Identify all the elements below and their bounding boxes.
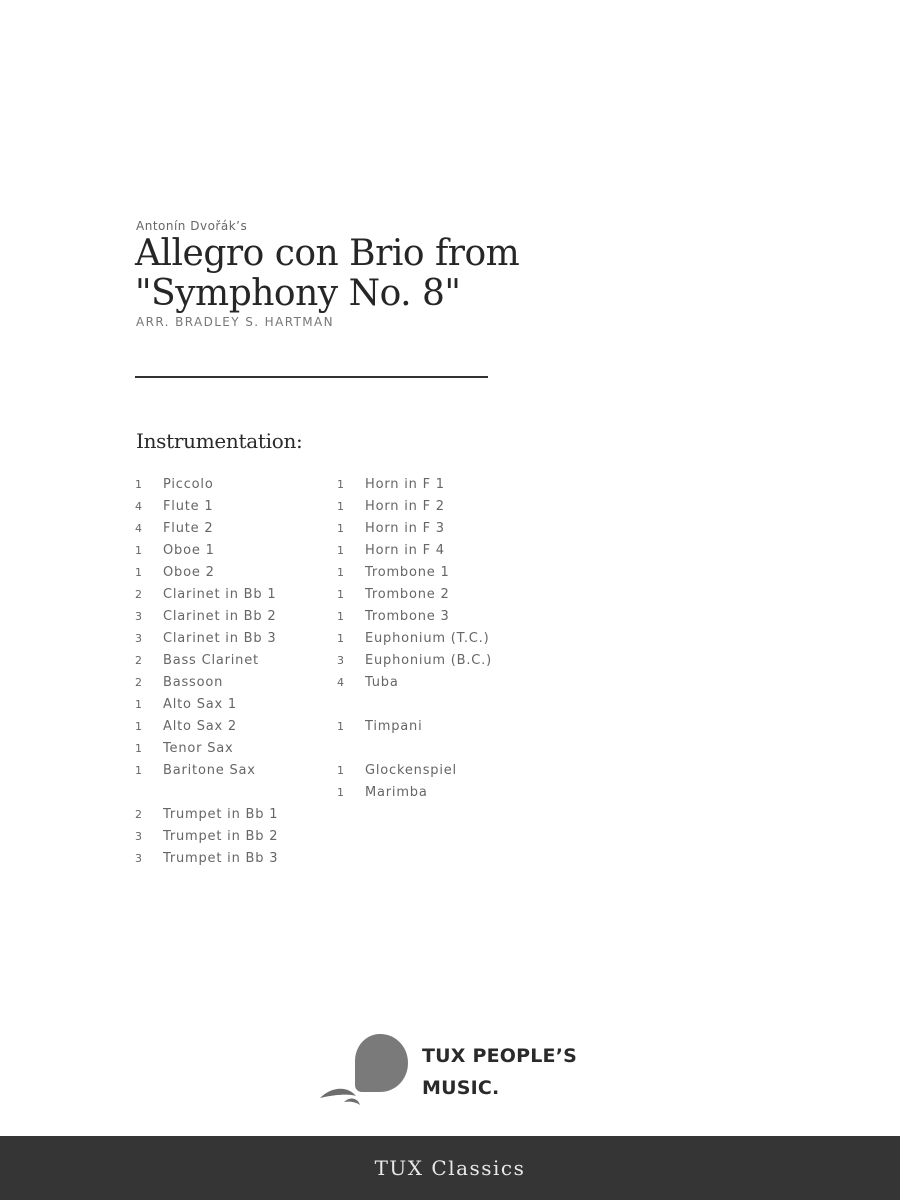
instrument-quantity: 1 [337, 522, 345, 535]
instrument-list-right [337, 474, 492, 804]
instrument-name: Bass Clarinet [163, 653, 259, 668]
instrument-row [135, 716, 278, 738]
instrument-name: Trumpet in Bb 3 [163, 851, 279, 866]
instrument-row [135, 562, 278, 584]
instrument-row [337, 738, 492, 760]
instrument-row [337, 540, 492, 562]
instrument-quantity: 1 [135, 478, 143, 491]
instrument-row [135, 804, 278, 826]
instrument-row [337, 496, 492, 518]
instrument-quantity: 1 [135, 742, 143, 755]
instrument-row [135, 826, 278, 848]
instrument-quantity: 1 [135, 544, 143, 557]
title-line-1: Allegro con Brio from [135, 233, 520, 274]
instrument-row [337, 760, 492, 782]
instrument-name: Marimba [365, 785, 428, 800]
instrument-quantity: 1 [337, 500, 345, 513]
instrument-name: Timpani [365, 719, 423, 734]
arranger-credit: ARR. BRADLEY S. HARTMAN [136, 315, 335, 329]
logo-line-1: TUX PEOPLE’S [422, 1045, 578, 1067]
instrument-name: Horn in F 2 [365, 499, 445, 514]
instrument-name: Horn in F 3 [365, 521, 445, 536]
instrument-quantity: 1 [337, 566, 345, 579]
instrument-name: Baritone Sax [163, 763, 256, 778]
instrument-name: Oboe 2 [163, 565, 215, 580]
instrument-quantity: 2 [135, 808, 143, 821]
title-line-2: "Symphony No. 8" [135, 273, 461, 314]
instrument-row [135, 672, 278, 694]
instrument-name: Trumpet in Bb 1 [163, 807, 279, 822]
instrument-row [135, 650, 278, 672]
speech-bubble-icon [320, 1030, 412, 1110]
instrument-row [135, 694, 278, 716]
instrument-name: Alto Sax 2 [163, 719, 238, 734]
instrument-quantity: 4 [337, 676, 345, 689]
instrument-name: Alto Sax 1 [163, 697, 238, 712]
instrument-row [135, 782, 278, 804]
instrument-quantity: 1 [135, 566, 143, 579]
instrument-quantity [337, 738, 365, 760]
instrument-name: Tuba [365, 675, 399, 690]
instrument-row [135, 540, 278, 562]
instrument-quantity: 1 [135, 720, 143, 733]
instrument-name: Euphonium (T.C.) [365, 631, 490, 646]
instrument-quantity: 3 [337, 654, 345, 667]
instrument-row [337, 672, 492, 694]
instrument-name: Oboe 1 [163, 543, 215, 558]
instrument-quantity: 1 [337, 588, 345, 601]
instrument-quantity: 3 [135, 852, 143, 865]
instrument-name: Horn in F 4 [365, 543, 445, 558]
composer-credit: Antonín Dvořák’s [136, 219, 248, 233]
footer-text: TUX Classics [374, 1156, 526, 1180]
instrument-row [135, 760, 278, 782]
instrument-row [337, 694, 492, 716]
instrument-quantity: 2 [135, 676, 143, 689]
instrument-row [337, 716, 492, 738]
instrument-name: Flute 1 [163, 499, 214, 514]
instrumentation-heading: Instrumentation: [136, 429, 303, 453]
instrument-row [135, 606, 278, 628]
instrument-quantity: 3 [135, 632, 143, 645]
instrument-name: Clarinet in Bb 3 [163, 631, 277, 646]
divider-rule [135, 376, 488, 378]
footer-bar [0, 1136, 900, 1200]
instrument-name: Piccolo [163, 477, 214, 492]
instrument-quantity: 1 [337, 610, 345, 623]
instrument-name: Glockenspiel [365, 763, 457, 778]
instrument-quantity: 1 [337, 632, 345, 645]
instrument-quantity: 1 [135, 764, 143, 777]
instrument-row [135, 848, 278, 870]
instrument-row [337, 782, 492, 804]
instrument-quantity [337, 694, 365, 716]
instrument-row [135, 584, 278, 606]
instrument-row [135, 518, 278, 540]
instrument-name: Horn in F 1 [365, 477, 445, 492]
instrument-quantity: 3 [135, 610, 143, 623]
instrument-row [135, 738, 278, 760]
instrument-quantity: 1 [337, 786, 345, 799]
instrument-row [337, 628, 492, 650]
instrument-quantity: 3 [135, 830, 143, 843]
instrument-quantity: 1 [337, 478, 345, 491]
instrument-row [337, 474, 492, 496]
instrument-quantity: 4 [135, 522, 143, 535]
instrument-row [337, 584, 492, 606]
instrument-name: Euphonium (B.C.) [365, 653, 492, 668]
instrument-row [337, 650, 492, 672]
page-title [135, 234, 695, 314]
publisher-logo-text [422, 1040, 577, 1104]
instrument-row [337, 562, 492, 584]
instrument-quantity: 2 [135, 588, 143, 601]
instrument-name: Clarinet in Bb 2 [163, 609, 277, 624]
instrument-name: Trumpet in Bb 2 [163, 829, 279, 844]
instrument-quantity: 2 [135, 654, 143, 667]
instrument-name: Trombone 3 [365, 609, 450, 624]
instrument-row [337, 518, 492, 540]
instrument-name: Trombone 2 [365, 587, 450, 602]
instrument-quantity [135, 782, 163, 804]
publisher-logo [320, 1030, 577, 1110]
instrument-row [337, 606, 492, 628]
instrument-quantity: 4 [135, 500, 143, 513]
instrument-quantity: 1 [135, 698, 143, 711]
instrument-row [135, 474, 278, 496]
instrument-list-left [135, 474, 278, 870]
instrument-row [135, 496, 278, 518]
instrument-row [135, 628, 278, 650]
instrument-name: Trombone 1 [365, 565, 450, 580]
instrument-quantity: 1 [337, 720, 345, 733]
instrument-name: Tenor Sax [163, 741, 234, 756]
instrument-quantity: 1 [337, 544, 345, 557]
logo-line-2: MUSIC. [422, 1077, 500, 1099]
instrument-name: Bassoon [163, 675, 224, 690]
instrument-name: Flute 2 [163, 521, 214, 536]
instrument-quantity: 1 [337, 764, 345, 777]
instrument-name: Clarinet in Bb 1 [163, 587, 277, 602]
